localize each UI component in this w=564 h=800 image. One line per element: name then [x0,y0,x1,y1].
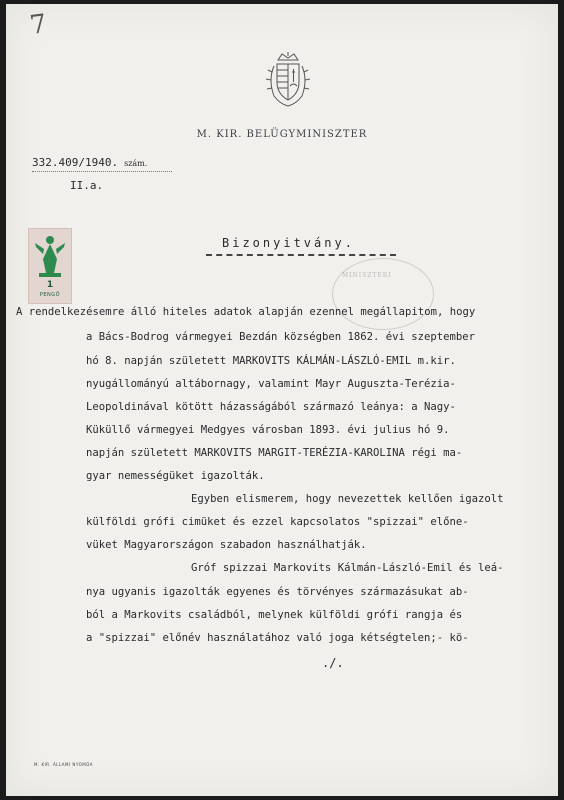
stamp-unit: PENGŐ [39,292,61,298]
coat-of-arms-icon [264,52,312,108]
stamp-value: 1 [46,280,54,290]
document-page [6,4,558,796]
body-line: a "spizzai" előnév használatához való joga kétségtelen;- kö- [86,632,469,644]
title-underline [206,254,396,256]
body-line: hó 8. napján született MARKOVITS KÁLMÁN-LÁSZLÓ-EMIL m.kir. [86,355,456,367]
body-line: Egyben elismerem, hogy nevezettek kellően igazolt [191,493,504,505]
body-line: a Bács-Bodrog vármegyei Bezdán községben 1862. évi szeptember [86,331,476,343]
body-line: ból a Markovits családból, melynek külföldi grófi rangja és [86,609,463,621]
body-line: gyar nemességüket igazolták. [86,470,265,482]
body-line: Leopoldinával kötött házasságából származó leánya: a Nagy- [86,401,456,413]
reference-suffix: szám. [124,159,148,168]
ministry-heading: M. KIR. BELÜGYMINISZTER [196,129,368,140]
reference-number [32,156,147,169]
reference-rule [32,171,172,172]
body-line: napján született MARKOVITS MARGIT-TERÉZIA-KAROLINA régi ma- [86,447,463,459]
revenue-stamp [28,228,72,304]
body-line: vüket Magyarországon szabadon használhatják. [86,539,367,551]
body-line: Gróf spizzai Markovits Kálmán-László-Emil és leá- [191,562,504,574]
department-code: II.a. [70,179,104,192]
body-line: A rendelkezésemre álló hiteles adatok alapján ezennel megállapitom, hogy [16,306,476,318]
continuation-mark: ./. [322,656,344,670]
margin-note: 7 [27,8,49,42]
seal-text: MINISZTERI [342,272,392,279]
embossed-seal [332,258,434,330]
reference-number-value: 332.409/1940. [32,156,119,169]
body-line: nyugállományú altábornagy, valamint Mayr Auguszta-Terézia- [86,378,456,390]
document-title: Bizonyitvány. [222,236,355,250]
body-line: Küküllő vármegyei Medgyes városban 1893. évi julius hó 9. [86,424,450,436]
printer-imprint: M. KIR. ÁLLAMI NYOMDA [34,762,93,767]
body-line: külföldi grófi cimüket és ezzel kapcsolatos "spizzai" előne- [86,516,469,528]
stamp-figure-icon [29,229,71,281]
body-line: nya ugyanis igazolták egyenes és törvényes származásukat ab- [86,586,469,598]
